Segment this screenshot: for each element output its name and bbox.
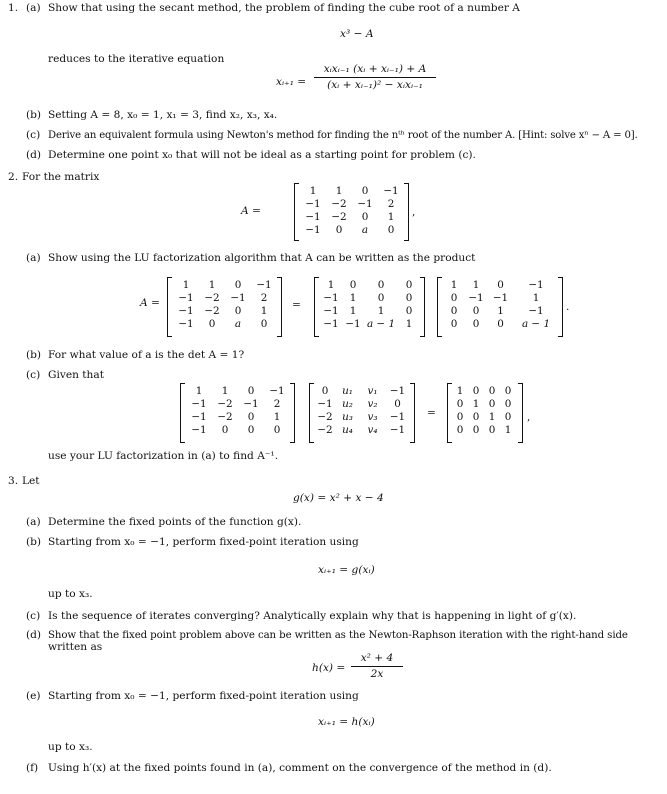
matrix-A-cell: −1 <box>383 185 399 197</box>
q3a-text: Determine the fixed points of the function g(x). <box>48 516 302 528</box>
q3e-after-text: up to x₃. <box>48 741 93 753</box>
matrix-A-right-bracket <box>404 183 409 241</box>
matrix-C-cell: −2 <box>317 424 333 436</box>
matrix-C-cell: −1 <box>317 398 333 410</box>
matrix-A-cell: 0 <box>335 224 343 236</box>
q3a-label: (a) <box>26 516 41 528</box>
q2-LU-period: . <box>566 301 570 313</box>
q2c-label: (c) <box>26 369 41 381</box>
matrix-B-cell: −2 <box>217 398 233 410</box>
matrix-L-cell: 0 <box>405 292 413 304</box>
matrix-A-repeat-cell: 0 <box>234 305 242 317</box>
matrix-U-cell: a − 1 <box>521 318 551 330</box>
q1-iter-fraction <box>314 63 436 92</box>
matrix-U-cell: 1 <box>532 292 540 304</box>
q3-number: 3. <box>8 475 19 487</box>
matrix-L-cell: 1 <box>405 318 413 330</box>
matrix-A-repeat-cell: −2 <box>204 292 220 304</box>
q1c-text: Derive an equivalent formula using Newton's method for finding the nᵗʰ root of the number A. [Hint: solve xⁿ − A = 0]. <box>48 130 638 141</box>
matrix-A-repeat-cell: −1 <box>230 292 246 304</box>
matrix-U-cell: −1 <box>528 305 544 317</box>
matrix-B-right-bracket <box>290 383 295 443</box>
matrix-L-cell: 1 <box>349 292 357 304</box>
q2-A-label: A = <box>241 205 261 217</box>
matrix-B-cell: 2 <box>273 398 281 410</box>
matrix-I-cell: 0 <box>504 398 512 410</box>
matrix-U-cell: 1 <box>450 279 458 291</box>
matrix-C-cell: u₃ <box>342 411 353 423</box>
matrix-I-cell: 1 <box>456 385 464 397</box>
q3f-text: Using h′(x) at the fixed points found in (a), comment on the convergence of the method in (d). <box>48 762 552 774</box>
q1b-text: Setting A = 8, x₀ = 1, x₁ = 3, find x₂, x₃, x₄. <box>48 109 278 121</box>
matrix-I-cell: 0 <box>488 385 496 397</box>
q3d-label: (d) <box>26 629 42 641</box>
q3-h-lhs: h(x) = <box>312 662 346 674</box>
matrix-C-cell: v₄ <box>367 424 378 436</box>
matrix-L-cell: 0 <box>377 292 385 304</box>
matrix-A-cell: 1 <box>387 211 395 223</box>
matrix-A-repeat-cell: 1 <box>208 279 216 291</box>
q3b-after-text: up to x₃. <box>48 588 93 600</box>
q3-g-definition: g(x) = x² + x − 4 <box>293 492 384 504</box>
q1b-label: (b) <box>26 109 42 121</box>
q2-number: 2. <box>8 171 19 183</box>
matrix-A-cell: 2 <box>387 198 395 210</box>
matrix-L-cell: 0 <box>405 305 413 317</box>
q2c-comma: , <box>527 411 531 423</box>
matrix-I-cell: 1 <box>488 411 496 423</box>
q2c-after-text: use your LU factorization in (a) to find A⁻¹. <box>48 450 279 462</box>
matrix-B-cell: −2 <box>217 411 233 423</box>
q1-number: 1. <box>8 2 19 14</box>
matrix-A2-left-bracket <box>167 277 172 337</box>
matrix-B-cell: 0 <box>247 411 255 423</box>
q1a-label: (a) <box>26 2 41 14</box>
q3b-label: (b) <box>26 536 42 548</box>
q3-intro: Let <box>22 475 40 487</box>
q1a-expression: x³ − A <box>340 28 374 40</box>
matrix-A-repeat-cell: −1 <box>178 318 194 330</box>
matrix-B-left-bracket <box>180 383 185 443</box>
matrix-C-cell: 0 <box>394 398 401 410</box>
q3c-label: (c) <box>26 610 41 622</box>
matrix-L-cell: −1 <box>323 292 339 304</box>
matrix-I-cell: 1 <box>472 398 480 410</box>
matrix-I-cell: 0 <box>456 424 464 436</box>
matrix-U-cell: −1 <box>468 292 484 304</box>
matrix-U-cell: 0 <box>450 305 458 317</box>
q3d-text-line2: written as <box>48 641 103 653</box>
matrix-A2-right-bracket <box>277 277 282 337</box>
matrix-L-cell: 1 <box>349 305 357 317</box>
q3b-text: Starting from x₀ = −1, perform fixed-point iteration using <box>48 536 359 548</box>
q3e-text: Starting from x₀ = −1, perform fixed-point iteration using <box>48 690 359 702</box>
matrix-B-cell: 1 <box>195 385 203 397</box>
matrix-A-cell: 0 <box>387 224 395 236</box>
matrix-C-cell: −1 <box>389 385 406 397</box>
q3e-equation: xᵢ₊₁ = h(xᵢ) <box>318 716 375 728</box>
q3-h-denominator: 2x <box>370 668 384 680</box>
q2a-text: Show using the LU factorization algorithm that A can be written as the product <box>48 252 476 264</box>
matrix-A-cell: −2 <box>331 211 347 223</box>
matrix-U-cell: −1 <box>528 279 544 291</box>
matrix-B-cell: −1 <box>191 424 207 436</box>
matrix-I-cell: 0 <box>504 411 512 423</box>
matrix-U <box>443 279 558 331</box>
matrix-A <box>300 185 404 237</box>
matrix-C-cell: −1 <box>389 411 406 423</box>
matrix-B <box>186 385 290 437</box>
matrix-A-repeat-cell: 1 <box>260 305 268 317</box>
matrix-L-cell: 1 <box>327 279 335 291</box>
q3e-label: (e) <box>26 690 41 702</box>
q1a-reduces-text: reduces to the iterative equation <box>48 53 225 65</box>
matrix-C-cell: 0 <box>321 385 329 397</box>
matrix-L-cell: −1 <box>345 318 361 330</box>
matrix-A-repeat-cell: a <box>234 318 242 330</box>
matrix-L-cell: −1 <box>323 305 339 317</box>
matrix-A-repeat-cell: 2 <box>260 292 268 304</box>
q3-h-fraction <box>351 652 403 681</box>
q2c-equals: = <box>427 407 436 419</box>
matrix-C-cell: v₂ <box>367 398 378 410</box>
matrix-L-left-bracket <box>314 277 319 337</box>
matrix-A-cell: a <box>361 224 369 236</box>
matrix-B-cell: −1 <box>243 398 259 410</box>
matrix-U-cell: 0 <box>497 279 504 291</box>
matrix-A-repeat-cell: −2 <box>204 305 220 317</box>
matrix-C-cell: v₃ <box>367 411 378 423</box>
matrix-U-left-bracket <box>437 277 442 337</box>
matrix-A-cell: −2 <box>331 198 347 210</box>
matrix-U-cell: 0 <box>450 318 458 330</box>
matrix-C-cell: v₁ <box>367 385 378 397</box>
matrix-U-cell: −1 <box>492 292 509 304</box>
q2b-text: For what value of a is the det A = 1? <box>48 349 245 361</box>
matrix-C-right-bracket <box>410 383 415 443</box>
matrix-A-repeat-cell: 0 <box>260 318 268 330</box>
matrix-A-repeat-cell: −1 <box>256 279 272 291</box>
matrix-L-cell: a − 1 <box>366 318 396 330</box>
matrix-C-cell: u₁ <box>342 385 353 397</box>
q1a-text: Show that using the secant method, the problem of finding the cube root of a number A <box>48 2 520 14</box>
matrix-L-cell: 0 <box>377 279 385 291</box>
q2-intro: For the matrix <box>22 171 100 183</box>
matrix-A-left-bracket <box>294 183 299 241</box>
matrix-A-repeat-cell: 0 <box>234 279 242 291</box>
matrix-A-cell: 1 <box>335 185 343 197</box>
matrix-A-cell: 1 <box>309 185 317 197</box>
q3f-label: (f) <box>26 762 39 774</box>
matrix-L <box>320 279 420 331</box>
q1d-label: (d) <box>26 149 42 161</box>
q3b-equation: xᵢ₊₁ = g(xᵢ) <box>318 564 375 576</box>
matrix-A-cell: 0 <box>361 185 369 197</box>
matrix-L-right-bracket <box>420 277 425 337</box>
matrix-A-repeat-cell: −1 <box>178 305 194 317</box>
matrix-B-cell: −1 <box>269 385 285 397</box>
matrix-B-cell: 0 <box>221 424 229 436</box>
matrix-U-cell: 1 <box>497 305 504 317</box>
matrix-C-cell: u₄ <box>342 424 353 436</box>
q2-LU-A-label: A = <box>140 297 160 309</box>
q3d-text-line1: Show that the fixed point problem above can be written as the Newton-Raphson iteration with the right-hand side <box>48 630 628 641</box>
matrix-A-repeat-cell: −1 <box>178 292 194 304</box>
matrix-I-cell: 0 <box>504 385 512 397</box>
matrix-B-cell: −1 <box>191 411 207 423</box>
matrix-C-cell: −2 <box>317 411 333 423</box>
matrix-I-cell: 0 <box>456 398 464 410</box>
matrix-L-cell: 0 <box>349 279 357 291</box>
matrix-I-cell: 1 <box>504 424 512 436</box>
matrix-B-cell: 1 <box>273 411 281 423</box>
matrix-B-cell: 0 <box>247 424 255 436</box>
matrix-U-right-bracket <box>558 277 563 337</box>
matrix-A-cell: 0 <box>361 211 369 223</box>
matrix-C-cell: u₂ <box>342 398 353 410</box>
matrix-U-cell: 1 <box>472 279 480 291</box>
matrix-C <box>315 385 410 437</box>
matrix-U-cell: 0 <box>472 318 480 330</box>
matrix-L-cell: 1 <box>377 305 385 317</box>
matrix-A-cell: −1 <box>305 211 321 223</box>
matrix-B-cell: 0 <box>273 424 281 436</box>
q2-A-comma: , <box>412 206 416 218</box>
matrix-I <box>452 385 518 437</box>
matrix-L-cell: −1 <box>323 318 339 330</box>
q3c-text: Is the sequence of iterates converging? Analytically explain why that is happening in light of g′(x). <box>48 610 577 622</box>
matrix-I-right-bracket <box>518 383 523 443</box>
q2-LU-equals: = <box>292 299 301 311</box>
matrix-U-cell: 0 <box>472 305 480 317</box>
q1d-text: Determine one point x₀ that will not be ideal as a starting point for problem (c). <box>48 149 476 161</box>
matrix-A-repeat-cell: 0 <box>208 318 216 330</box>
matrix-C-left-bracket <box>309 383 314 443</box>
q1-iter-lhs: xᵢ₊₁ = <box>276 76 307 88</box>
matrix-B-cell: 1 <box>221 385 229 397</box>
q1c-label: (c) <box>26 129 41 141</box>
matrix-C-cell: −1 <box>389 424 406 436</box>
matrix-A-repeat <box>173 279 277 331</box>
matrix-A-cell: −1 <box>357 198 373 210</box>
matrix-I-cell: 0 <box>472 411 480 423</box>
matrix-B-cell: −1 <box>191 398 207 410</box>
q3-h-numerator: x² + 4 <box>351 652 403 667</box>
matrix-I-cell: 0 <box>472 424 480 436</box>
q1-iter-denominator: (xᵢ + xᵢ₋₁)² − xᵢxᵢ₋₁ <box>327 79 423 91</box>
matrix-U-cell: 0 <box>497 318 504 330</box>
matrix-I-cell: 0 <box>488 424 496 436</box>
matrix-I-cell: 0 <box>456 411 464 423</box>
matrix-A-cell: −1 <box>305 198 321 210</box>
matrix-L-cell: 0 <box>405 279 413 291</box>
matrix-B-cell: 0 <box>247 385 255 397</box>
matrix-U-cell: 0 <box>450 292 458 304</box>
matrix-I-cell: 0 <box>488 398 496 410</box>
matrix-I-cell: 0 <box>472 385 480 397</box>
matrix-A-cell: −1 <box>305 224 321 236</box>
q2a-label: (a) <box>26 252 41 264</box>
q2b-label: (b) <box>26 349 42 361</box>
q2c-text: Given that <box>48 369 104 381</box>
q1-iter-numerator: xᵢxᵢ₋₁ (xᵢ + xᵢ₋₁) + A <box>314 63 436 78</box>
matrix-A-repeat-cell: 1 <box>182 279 190 291</box>
